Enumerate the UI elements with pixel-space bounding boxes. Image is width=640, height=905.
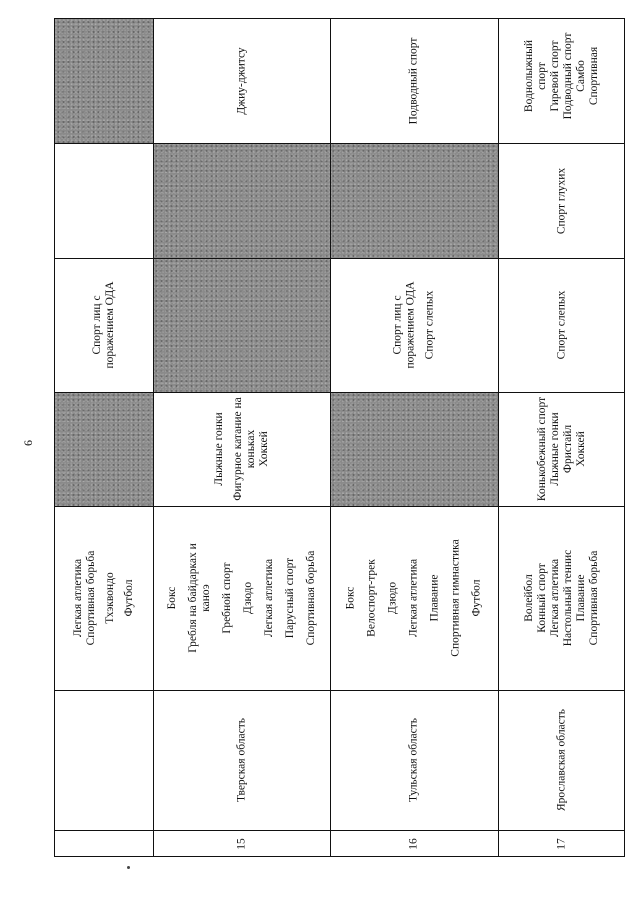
sport-name: Легкая атлетика	[262, 558, 275, 638]
sport-name: Гребля на байдарках и	[186, 543, 199, 653]
paralympic-cell	[330, 258, 498, 392]
olympic-summer-cell	[153, 506, 330, 690]
sport-name: поражением ОДА	[404, 281, 417, 369]
cell-text	[408, 38, 421, 125]
sport-name: Хоккей	[574, 431, 587, 467]
sport-name: Футбол	[123, 579, 135, 617]
sport-name: Бокс	[165, 586, 178, 610]
cell-text	[213, 397, 271, 501]
region-name: Тульская область	[407, 718, 420, 802]
row-number-cell	[330, 830, 498, 857]
paralympic-cell	[498, 258, 625, 392]
shaded-cell	[153, 143, 330, 258]
sport-name: Самбо	[574, 60, 587, 92]
page-number: 6	[21, 440, 35, 446]
sport-name: Дзюдо	[386, 581, 399, 615]
sport-name: Легкая атлетика	[72, 558, 84, 638]
sport-name: Лыжные гонки	[548, 412, 561, 486]
region-cell	[330, 690, 498, 830]
sport-name: Бокс	[344, 586, 357, 610]
cell-text	[536, 397, 588, 501]
sport-name: Спорт лиц с	[391, 295, 404, 355]
sport-name: Велоспорт-трек	[365, 559, 378, 637]
sport-name: Подводный спорт	[407, 37, 420, 125]
olympic-winter-cell	[153, 392, 330, 506]
cell-text	[555, 291, 568, 360]
sport-name: Легкая атлетика	[548, 558, 561, 638]
cell-text	[392, 281, 437, 368]
sport-name: Легкая атлетика	[407, 558, 420, 638]
sport-name: Хоккей	[257, 431, 270, 467]
cell-text	[166, 543, 318, 653]
cell-text	[72, 551, 136, 646]
sport-name: Фристайл	[561, 424, 574, 474]
non-olympic-cell	[330, 19, 498, 143]
sport-name: Лыжные гонки	[212, 412, 225, 486]
sport-name: Плавание	[428, 574, 441, 622]
shaded-cell	[55, 19, 153, 143]
region-name: Тверская область	[235, 718, 247, 802]
non-olympic-cell	[153, 19, 330, 143]
row-number-cell	[153, 830, 330, 857]
cell-text	[345, 539, 484, 656]
cell-text	[523, 550, 601, 647]
sport-name: каноэ	[199, 584, 212, 612]
sport-name: Спортивная гимнастика	[449, 539, 462, 657]
shaded-cell	[330, 143, 498, 258]
sport-name: Спорт глухих	[555, 167, 567, 234]
sport-name: Джиу-джитсу	[235, 47, 247, 115]
cell-text	[91, 281, 117, 368]
sport-name: спорт	[535, 62, 548, 90]
row-number: 15	[235, 837, 247, 850]
sport-name: Футбол	[470, 579, 483, 617]
sport-name: Спорт слепых	[555, 290, 567, 360]
shaded-cell	[153, 258, 330, 392]
shaded-cell	[330, 392, 498, 506]
cell-text	[235, 47, 248, 114]
cell-text	[555, 167, 568, 233]
olympic-summer-cell	[55, 506, 153, 690]
row-number-cell	[498, 830, 625, 857]
sport-name: Парусный спорт	[283, 557, 296, 639]
sport-name: Фигурное катание на	[231, 397, 244, 501]
row-number: 16	[407, 837, 420, 850]
sport-name: Гиревой спорт	[548, 40, 561, 112]
paralympic-cell	[55, 258, 153, 392]
sport-name: Спортивная	[587, 46, 600, 106]
sport-name: коньках	[244, 429, 257, 469]
sport-name: Спорт слепых	[423, 290, 436, 360]
olympic-summer-cell	[330, 506, 498, 690]
cell-text	[523, 33, 601, 120]
sport-name: Спорт лиц с	[91, 295, 103, 355]
deaflympic-cell	[498, 143, 625, 258]
region-name: Ярославская область	[555, 708, 567, 812]
sport-name: Дзюдо	[241, 581, 254, 615]
sport-name: Тхэквондо	[104, 572, 116, 624]
sport-name: Конный спорт	[535, 563, 548, 633]
sport-name: поражением ОДА	[104, 281, 116, 369]
sport-name: Спортивная борьба	[304, 550, 317, 646]
sport-name: Волейбол	[522, 574, 535, 622]
sport-name: Гребной спорт	[220, 562, 233, 634]
scan-speck	[127, 866, 130, 869]
row-number: 17	[555, 837, 567, 850]
sport-name: Воднолыжный	[522, 39, 535, 113]
sport-name: Спортивная борьба	[587, 550, 600, 646]
sport-name: Подводный спорт	[561, 32, 574, 120]
sport-name: Конькобежный спорт	[535, 396, 548, 502]
sport-name: Плавание	[574, 574, 587, 622]
region-cell	[153, 690, 330, 830]
olympic-winter-cell	[498, 392, 625, 506]
olympic-summer-cell	[498, 506, 625, 690]
sport-name: Спортивная борьба	[85, 550, 97, 646]
region-cell	[498, 690, 625, 830]
shaded-cell	[55, 392, 153, 506]
sport-name: Настольный теннис	[561, 549, 574, 647]
non-olympic-cell	[498, 19, 625, 143]
